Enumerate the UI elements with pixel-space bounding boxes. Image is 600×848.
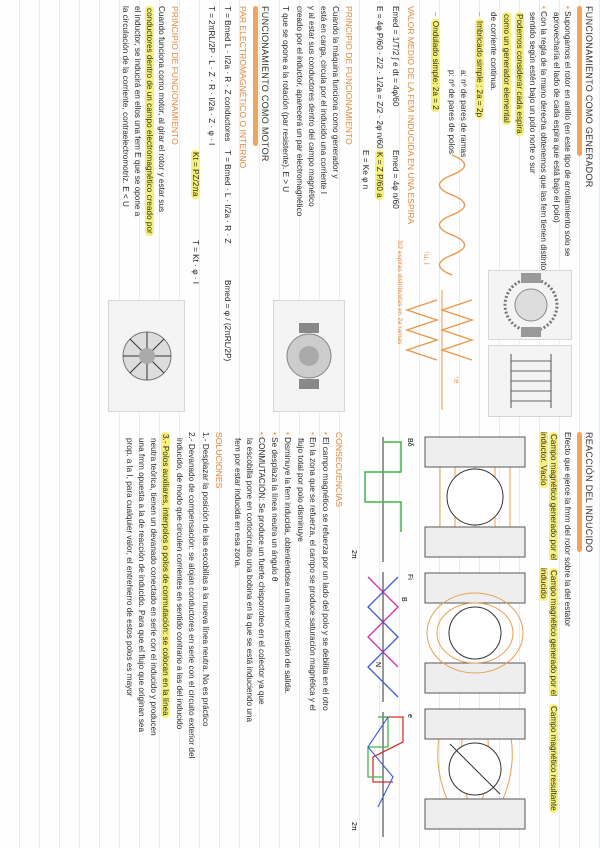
motor-title: FUNCIONAMIENTO COMO MOTOR <box>260 6 270 162</box>
title-underline <box>577 6 582 156</box>
svg-text:2π: 2π <box>350 822 357 831</box>
consec-5: • CONMUTACIÓN: Se produce un fuerte chisporroteo en el colector ya que <box>257 432 266 705</box>
sol-0: 1.- Desplazar la posición de las escobillas a la nueva línea neutra. No es práctico <box>201 432 210 727</box>
p1-line-0: • Supongamos el rotor en anillo (en este tipo de arrollamiento solo se <box>563 6 572 257</box>
eq-2: Emed = 4φ n/60 <box>391 150 400 209</box>
svg-text:Bδ: Bδ <box>406 438 413 447</box>
svg-text:↑u, i: ↑u, i <box>422 250 431 265</box>
principio-title: PRINCIPIO DE FUNCIONAMIENTO <box>344 6 354 145</box>
valor-medio-title: VALOR MEDIO DE LA FEM INDUCIDA EN UNA ESPIRA <box>406 6 416 225</box>
svg-text:B: B <box>400 597 407 602</box>
t-eq-1: T = Bmed L · I/2a · R · Z conductores <box>223 6 232 142</box>
t-eq-3: Bmed = φ / (2πRL/2P) <box>223 280 232 362</box>
motor-underline <box>253 6 258 146</box>
reaction-title: REACCIÓN DEL INDUCIDO <box>584 432 594 553</box>
sol-6: prop. a la I, para cualquier valor, el entrehierro de estos polos es mayor <box>125 438 134 697</box>
p2-line-2: y al estar sus conductores dentro del campo magnético <box>307 6 316 207</box>
t-eq-6: T = Kt · φ · I <box>191 240 200 285</box>
par-title: PAR ELECTROMAGNÉTICO O INTERNO <box>238 6 248 169</box>
consec-2: flujo total por polo disminuye <box>296 438 305 542</box>
consec-0: • El campo magnético se refuerza por un lado del polo y se debilita en el otro <box>321 432 330 711</box>
field-waveform-graphs <box>348 432 418 842</box>
sol-4: neutra teórica, tienen un devanado conectado en serie con el inducido y producen <box>149 438 158 736</box>
p1-line-4: Podemos considerar cada espira <box>515 14 524 134</box>
a-definition: a: nº de pares de ramas <box>459 70 468 158</box>
motor-photo <box>108 300 185 412</box>
eq-3: E = 4φ P/60 · Z/2 · 1/2a = Z/2 · 2φ n/60 <box>375 6 384 149</box>
col-label-0: Campo magnético generado por el inductor. Vacío <box>539 432 558 561</box>
p1-line-6: de corriente continua. <box>489 12 498 91</box>
t-eq-4: T = 2πRL/2P · L · Z · R · I/2a · Z · φ · I <box>207 6 216 146</box>
p2-line-0: Cuando la máquina funciona como generador y <box>331 6 340 179</box>
reaction-intro: Efecto que ejerce la fmm del rotor sobre la del estator <box>563 432 572 627</box>
t-eq-2: T = Bmed · L · I/2a · R · Z <box>223 150 232 244</box>
wave-note: 3/2 espiras distribuidas en 2a ramas <box>396 240 403 345</box>
field-armature-diagram <box>420 568 530 698</box>
p-definition: p: nº de pares de polos <box>447 70 456 155</box>
consec-1: • En la zona que se refuerza, el campo se produce saturación magnética y el <box>308 432 317 711</box>
p1-line-3: sentido según estén bajo un polo norte o sur <box>528 12 537 174</box>
eq-1: Emed = 1/T/2 ∫ e dt = 4φ/60 <box>391 6 400 107</box>
svg-text:2π: 2π <box>350 550 357 559</box>
svg-text:↑e: ↑e <box>452 375 461 384</box>
sol-1: 2.- Devanado de compensación: se alojan conductores en serie con el circuito exterior del <box>187 432 196 759</box>
ondulado-line: – Ondulado simple: 2a = 2 <box>431 12 440 110</box>
col-label-2: Campo magnético resultante <box>549 706 558 811</box>
sol-3: 3.- Polos auxiliares, interpolos o polos de conmutación: se colocan en la línea <box>161 434 170 716</box>
p3-line-2: el inductor, se inducirá en ellos una fem E que se opone a <box>133 6 142 217</box>
p2-line-3: creado por el inductor, aparecerá un par electromagnético <box>295 6 304 217</box>
principio2-title: PRINCIPIO DE FUNCIONAMIENTO <box>170 6 180 145</box>
p1-line-5: como un generador elemental <box>502 14 511 123</box>
imbricado-line: – Imbricado simple : 2a = 2p <box>475 12 484 118</box>
p3-line-0: Cuando funciona como motor, al girar el rotor y estar sus <box>157 6 166 213</box>
consec-6: la escobilla pone en cortocircuito una bobina en la que se está induciendo una <box>245 438 254 723</box>
p3-line-1: conductores dentro de un campo electromagnético creado por <box>145 8 154 234</box>
p1-line-2: • Con la regla de la mano derecha obtenemos que las fem tienen distinto <box>539 6 548 271</box>
field-inductor-diagram <box>420 432 530 562</box>
eq-5: E = Ke φ n <box>361 150 370 190</box>
reaction-column <box>0 428 600 848</box>
p2-line-1: está en carga, circula por el inducido una corriente I <box>319 6 328 194</box>
sol-5: una fmm opuesta a la de reacción de inducido. Para que el flujo que originan sea <box>137 438 146 733</box>
consec-7: fem por estar inducida en esa zona. <box>233 438 242 569</box>
p1-line-1: aprovecharía el lado de cada espira que está bajo el polo) <box>552 12 561 223</box>
generator-title: FUNCIONAMIENTO COMO GENERADOR <box>584 6 594 188</box>
svg-text:Fi: Fi <box>406 574 413 580</box>
generator-photo <box>273 300 345 412</box>
p2-line-4: T que se opone a la rotación (par resistente). E > U <box>281 6 290 193</box>
eq-4: K = Z P/60 a <box>375 152 384 198</box>
col-label-1: Campo magnético generado por el inducido <box>539 568 558 697</box>
reaction-underline <box>577 432 582 552</box>
rotor-ring-image <box>488 270 572 340</box>
field-resultant-diagram <box>420 704 530 834</box>
svg-text:N: N <box>374 662 381 668</box>
consecuencias-title: CONSECUENCIAS <box>334 432 344 507</box>
p3-line-3: la circulación de la corriente, contraelectromotriz. E < U <box>121 6 130 207</box>
generator-column <box>0 0 600 420</box>
winding-diagram-image <box>488 345 572 417</box>
consec-4: • Se desplaza la línea neutra un ángulo θ <box>270 432 279 582</box>
t-eq-5: Kt = PZ/2πa <box>191 152 200 197</box>
consec-3: • Disminuye la fem inducida, obteniéndose una menor tensión de salida. <box>283 432 292 694</box>
sol-2: inducido, de modo que circulen corrientes en sentido contrario a las del inducido <box>175 438 184 730</box>
svg-text:e: e <box>406 714 413 718</box>
soluciones-title: SOLUCIONES <box>214 432 224 489</box>
